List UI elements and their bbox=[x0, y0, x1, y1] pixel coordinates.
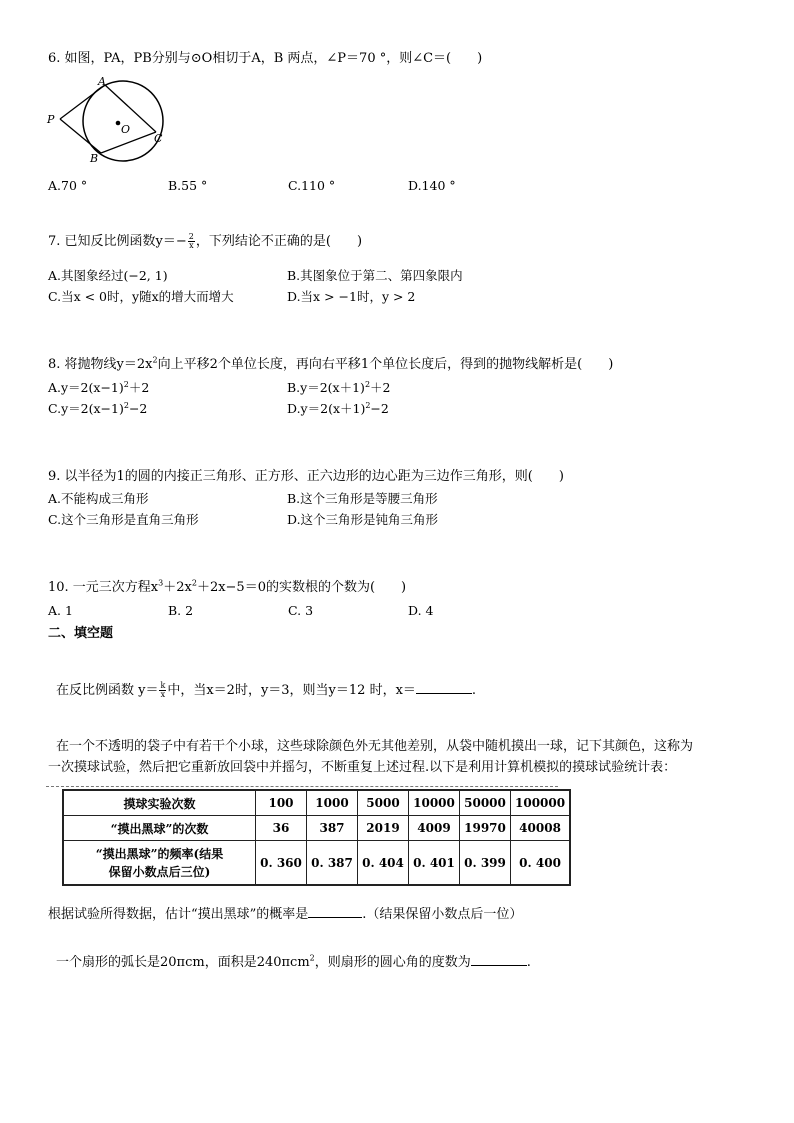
q7-fraction: $\frac{2}{x}$ bbox=[188, 232, 194, 250]
label-A: A bbox=[98, 76, 106, 88]
q9-option-b: B.这个三角形是等腰三角形 bbox=[287, 491, 438, 506]
label-B: B bbox=[90, 152, 99, 165]
q9-option-a: A.不能构成三角形 bbox=[48, 491, 149, 506]
q6-option-c: C.110 ° bbox=[288, 178, 336, 193]
q9-stem: 9. 以半径为1的圆的内接正三角形、正方形、正六边形的边心距为三边作三角形，则( ) bbox=[48, 469, 564, 484]
fill3-stem: 一个扇形的弧长是20πcm，面积是240πcm$^2$，则扇形的圆心角的度数为 . bbox=[56, 953, 531, 970]
table-row-black-count bbox=[63, 816, 570, 841]
fill2-question: 根据试验所得数据，估计“摸出黑球”的概率是 .（结果保留小数点后一位） bbox=[48, 907, 523, 922]
label-C: C bbox=[154, 132, 163, 145]
table-cell: 0. 360 bbox=[256, 841, 307, 886]
table-top-rule bbox=[46, 786, 558, 788]
section-title-fill-in: 二、填空题 bbox=[48, 626, 114, 641]
q10-option-c: C. 3 bbox=[288, 603, 314, 618]
table-cell: 0. 401 bbox=[409, 841, 460, 886]
fill2-answer-blank[interactable] bbox=[308, 905, 362, 918]
table-cell: 0. 400 bbox=[511, 841, 571, 886]
table-cell: 100000 bbox=[511, 790, 571, 816]
table-cell: 5000 bbox=[358, 790, 409, 816]
q7-option-c: C.当x < 0时，y随x的增大而增大 bbox=[48, 289, 234, 304]
fill2-line1: 在一个不透明的袋子中有若干个小球，这些球除颜色外无其他差别，从袋中随机摸出一球，记下其颜色，这称为 bbox=[56, 739, 694, 754]
table-cell: 0. 399 bbox=[460, 841, 511, 886]
fill1-fraction: $\frac{k}{x}$ bbox=[160, 681, 166, 699]
table-cell: 387 bbox=[307, 816, 358, 841]
fill1-stem: 在反比例函数 y＝ $\frac{k}{x}$ 中，当x＝2时，y＝3，则当y＝12 时，x＝ . bbox=[56, 681, 477, 699]
q9-option-c: C.这个三角形是直角三角形 bbox=[48, 512, 199, 527]
table-cell: 50000 bbox=[460, 790, 511, 816]
q10-option-b: B. 2 bbox=[168, 603, 194, 618]
q6-option-b: B.55 ° bbox=[168, 178, 208, 193]
q7-option-b: B.其图象位于第二、第四象限内 bbox=[287, 268, 463, 283]
table-cell: 1000 bbox=[307, 790, 358, 816]
table-cell: 100 bbox=[256, 790, 307, 816]
q6-stem: 6. 如图，PA，PB分别与⊙O相切于A，B 两点，∠P＝70 °，则∠C＝( ) bbox=[48, 51, 483, 66]
table-cell: 0. 404 bbox=[358, 841, 409, 886]
q10-option-d: D. 4 bbox=[408, 603, 434, 618]
q6-option-d: D.140 ° bbox=[408, 178, 456, 193]
fill3-answer-blank[interactable] bbox=[471, 953, 527, 966]
trial-stats-table bbox=[62, 789, 571, 886]
q7-option-d: D.当x > −1时，y > 2 bbox=[287, 289, 416, 304]
table-header-trials: 摸球实验次数 bbox=[63, 790, 256, 816]
q8-option-b: $B.y=2(x+1)^2+2$ bbox=[287, 379, 391, 395]
fill2-line2: 一次摸球试验，然后把它重新放回袋中并摇匀，不断重复上述过程.以下是利用计算机模拟的摸球试验统计表： bbox=[48, 760, 677, 775]
label-O: O bbox=[121, 123, 131, 136]
table-cell: 40008 bbox=[511, 816, 571, 841]
fill1-answer-blank[interactable] bbox=[416, 681, 472, 694]
q8-stem: 8. 将抛物线$y=2x^2$向上平移2个单位长度，再向右平移1个单位长度后，得到的抛物线解析是( ) bbox=[48, 355, 614, 372]
q10-stem: 10. 一元三次方程$x^3+2x^2+2x-5=0$的实数根的个数为( ) bbox=[48, 578, 407, 595]
table-cell: 4009 bbox=[409, 816, 460, 841]
table-cell: 0. 387 bbox=[307, 841, 358, 886]
table-row-trials bbox=[63, 790, 570, 816]
table-row-frequency bbox=[63, 841, 570, 886]
q7-option-a: A.其图象经过(−2, 1) bbox=[48, 268, 168, 283]
q8-option-d: $D.y=2(x+1)^2-2$ bbox=[287, 400, 389, 416]
table-header-black-count: “摸出黑球”的次数 bbox=[63, 816, 256, 841]
q9-option-d: D.这个三角形是钝角三角形 bbox=[287, 512, 439, 527]
label-P: P bbox=[47, 113, 55, 126]
q10-option-a: A. 1 bbox=[48, 603, 73, 618]
q6-option-a: A.70 ° bbox=[48, 178, 88, 193]
q6-figure bbox=[44, 76, 174, 166]
table-cell: 19970 bbox=[460, 816, 511, 841]
table-cell: 10000 bbox=[409, 790, 460, 816]
q8-option-a: $A.y=2(x-1)^2+2$ bbox=[48, 379, 150, 395]
q7-stem: 7. 已知反比例函数y＝− $\frac{2}{x}$ ，下列结论不正确的是( ) bbox=[48, 232, 363, 250]
table-header-frequency: “摸出黑球”的频率(结果 保留小数点后三位) bbox=[63, 841, 256, 886]
table-cell: 2019 bbox=[358, 816, 409, 841]
table-cell: 36 bbox=[256, 816, 307, 841]
q8-option-c: $C.y=2(x-1)^2-2$ bbox=[48, 400, 148, 416]
